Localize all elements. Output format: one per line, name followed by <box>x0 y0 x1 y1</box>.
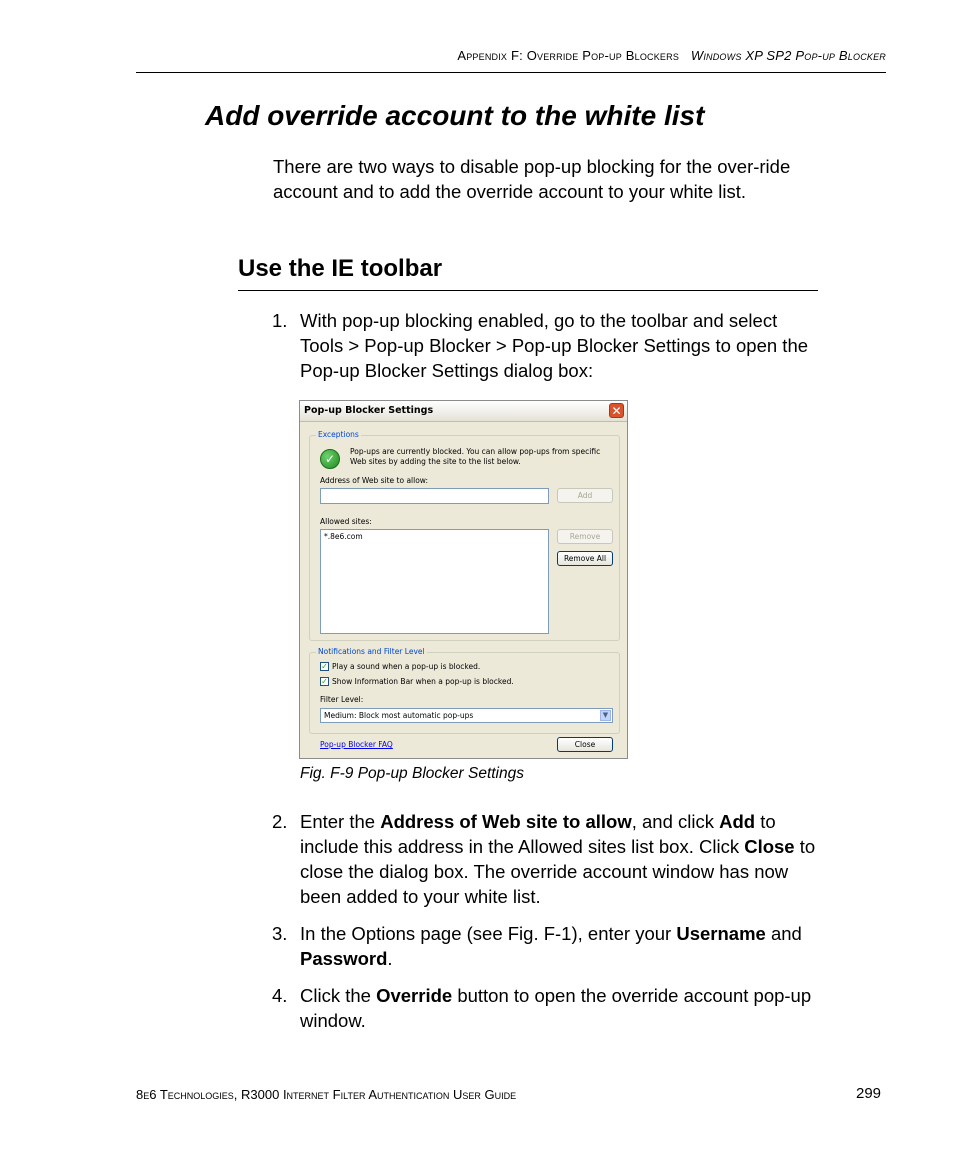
notifications-legend: Notifications and Filter Level <box>318 647 425 656</box>
popup-blocker-settings-dialog <box>299 400 628 759</box>
filter-level-select[interactable] <box>320 708 613 723</box>
filter-level-value: Medium: Block most automatic pop-ups <box>324 711 474 720</box>
step-1 <box>272 308 820 383</box>
step-text: In the Options page (see Fig. F-1), enter your Username and Password. <box>300 923 802 969</box>
step-number: 1. <box>272 310 288 331</box>
step-4 <box>272 983 820 1033</box>
shield-check-icon: ✓ <box>320 449 340 469</box>
step-2 <box>272 809 820 909</box>
filter-level-label: Filter Level: <box>320 695 364 704</box>
step-number: 3. <box>272 923 288 944</box>
running-header <box>136 48 886 63</box>
page-title: Add override account to the white list <box>205 100 705 131</box>
section-heading: Use the IE toolbar <box>238 255 443 282</box>
sound-checkbox[interactable]: ✓ <box>321 662 328 671</box>
remove-all-button[interactable]: Remove All <box>557 551 613 566</box>
figure-caption: Fig. F-9 Pop-up Blocker Settings <box>300 765 524 782</box>
header-chapter: Appendix F: Override Pop-up Blockers <box>457 48 680 63</box>
infobar-checkbox-label: Show Information Bar when a pop-up is blocked. <box>332 677 514 686</box>
exceptions-legend: Exceptions <box>318 430 359 439</box>
close-button[interactable]: Close <box>557 737 613 752</box>
step-text: With pop-up blocking enabled, go to the toolbar and select Tools > Pop-up Blocker > Pop-up Blocker Settings to open the Pop-up Blocker Settings dialog box: <box>300 310 809 381</box>
chevron-down-icon[interactable]: ▼ <box>600 710 611 721</box>
infobar-checkbox[interactable]: ✓ <box>321 677 328 686</box>
step-text: Enter the Address of Web site to allow, and click Add to include this address in the Allowed sites list box. Click Close to close the dialog box. The override account window has now been added to your white list. <box>300 811 816 907</box>
sound-checkbox-label: Play a sound when a pop-up is blocked. <box>332 662 481 671</box>
allowed-sites-label: Allowed sites: <box>320 517 372 526</box>
faq-link[interactable]: Pop-up Blocker FAQ <box>320 740 393 749</box>
close-icon[interactable]: ✕ <box>609 403 624 418</box>
page-number: 299 <box>856 1085 882 1102</box>
remove-button[interactable]: Remove <box>557 529 613 544</box>
section-rule <box>238 290 818 291</box>
info-text: Pop-ups are currently blocked. You can allow pop-ups from specific Web sites by adding the site to the list below. <box>350 447 601 466</box>
address-input[interactable] <box>320 488 549 504</box>
step-3 <box>272 921 820 971</box>
header-rule <box>136 72 886 73</box>
running-footer: 8e6 Technologies, R3000 Internet Filter Authentication User Guide <box>136 1087 517 1102</box>
allowed-sites-list[interactable] <box>320 529 549 634</box>
header-section: Windows XP SP2 Pop-up Blocker <box>690 48 886 63</box>
intro-paragraph: There are two ways to disable pop-up blocking for the over-ride account and to add the override account to your white list. <box>273 156 791 202</box>
list-item[interactable]: *.8e6.com <box>324 532 363 541</box>
add-button[interactable]: Add <box>557 488 613 503</box>
dialog-title: Pop-up Blocker Settings <box>304 405 434 416</box>
step-number: 4. <box>272 985 288 1006</box>
step-number: 2. <box>272 811 288 832</box>
step-text: Click the Override button to open the override account pop-up window. <box>300 985 812 1031</box>
dialog-titlebar <box>300 401 627 422</box>
address-label: Address of Web site to allow: <box>320 476 429 485</box>
